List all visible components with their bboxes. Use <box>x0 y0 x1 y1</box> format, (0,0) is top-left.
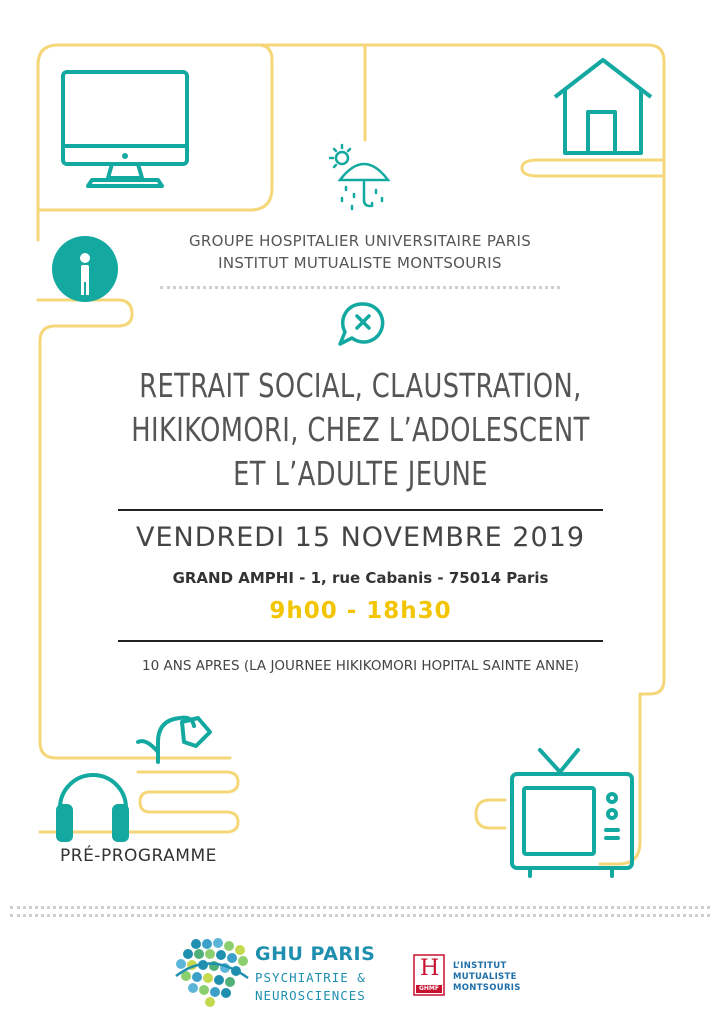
footer-dotted-band-2 <box>10 914 710 917</box>
event-title-line-3: ET L’ADULTE JEUNE <box>233 454 488 493</box>
imm-logo-line-2: MUTUALISTE <box>453 972 517 982</box>
event-time: 9h00 - 18h30 <box>269 598 452 624</box>
dotted-divider <box>160 286 560 289</box>
info-divider <box>118 640 603 642</box>
monitor-icon <box>63 72 187 186</box>
event-date: VENDREDI 15 NOVEMBRE 2019 <box>135 522 586 553</box>
headphones-icon <box>58 775 127 840</box>
organizer-line-2: INSTITUT MUTUALISTE MONTSOURIS <box>218 254 502 272</box>
imm-logo-letter: H <box>420 956 440 981</box>
ghu-logo-sub-2: NEUROSCIENCES <box>255 988 366 1003</box>
imm-logo-line-1: L’INSTITUT <box>453 961 507 971</box>
organizer-line-1: GROUPE HOSPITALIER UNIVERSITAIRE PARIS <box>188 232 532 250</box>
tv-icon <box>512 750 632 876</box>
title-divider <box>118 509 603 511</box>
event-title-line-1: RETRAIT SOCIAL, CLAUSTRATION, <box>139 366 582 405</box>
ghu-logo-sub-1: PSYCHIATRIE & <box>255 970 366 985</box>
ghu-logo-name: GHU PARIS <box>255 943 376 965</box>
event-title-line-2: HIKIKOMORI, CHEZ L’ADOLESCENT <box>131 410 590 449</box>
imm-logo-line-3: MONTSOURIS <box>453 983 521 993</box>
event-venue: GRAND AMPHI - 1, rue Cabanis - 75014 Paris <box>172 569 549 587</box>
ghu-logo-mark <box>176 938 248 1007</box>
plant-books-icon <box>138 718 210 762</box>
footer-dotted-band-1 <box>10 906 710 909</box>
imm-logo-badge: GHMF <box>418 985 439 992</box>
chat-close-icon <box>340 304 383 344</box>
weather-umbrella-icon <box>330 145 388 209</box>
program-label: PRÉ-PROGRAMME <box>60 846 217 866</box>
house-icon <box>555 60 651 153</box>
event-subtitle: 10 ANS APRES (LA JOURNEE HIKIKOMORI HOPITAL SAINTE ANNE) <box>142 658 579 674</box>
